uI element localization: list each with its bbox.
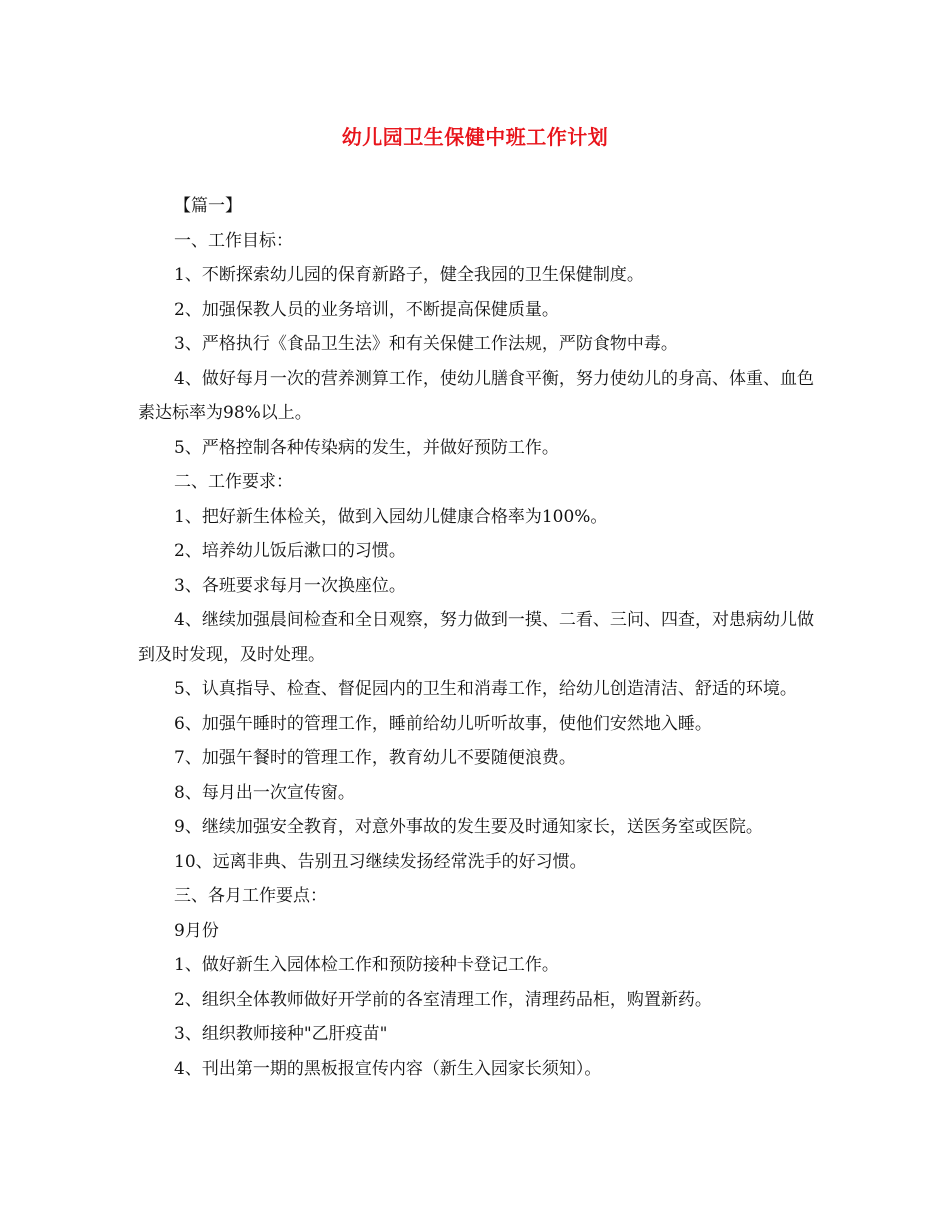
requirement-item: 8、每月出一次宣传窗。 <box>174 782 355 803</box>
goal-item: 4、做好每月一次的营养测算工作，使幼儿膳食平衡，努力使幼儿的身高、体重、血色素达标率为98%以上。 <box>138 368 814 423</box>
requirement-item: 4、继续加强晨间检查和全日观察，努力做到一摸、二看、三问、四查，对患病幼儿做到及时发现，及时处理。 <box>138 610 814 665</box>
document-body <box>138 189 814 1086</box>
requirement-item: 5、认真指导、检查、督促园内的卫生和消毒工作，给幼儿创造清洁、舒适的环境。 <box>174 679 797 699</box>
requirement-item: 9、继续加强安全教育，对意外事故的发生要及时通知家长，送医务室或医院。 <box>174 817 763 837</box>
requirement-item: 2、培养幼儿饭后漱口的习惯。 <box>174 541 406 561</box>
requirement-item: 10、远离非典、告别丑习继续发扬经常洗手的好习惯。 <box>174 851 587 872</box>
document-title: 幼儿园卫生保健中班工作计划 <box>341 125 609 149</box>
requirement-item: 1、把好新生体检关，做到入园幼儿健康合格率为100%。 <box>174 506 608 527</box>
goal-item: 2、加强保教人员的业务培训，不断提高保健质量。 <box>174 299 559 320</box>
monthly-item: 4、刊出第一期的黑板报宣传内容（新生入园家长须知）。 <box>174 1058 602 1079</box>
goal-item: 3、严格执行《食品卫生法》和有关保健工作法规，严防食物中毒。 <box>174 334 678 354</box>
heading-work-requirements: 二、工作要求： <box>174 472 293 492</box>
goal-item: 5、严格控制各种传染病的发生，并做好预防工作。 <box>174 437 559 458</box>
monthly-item: 1、做好新生入园体检工作和预防接种卡登记工作。 <box>174 955 559 975</box>
heading-work-goals: 一、工作目标： <box>174 230 293 251</box>
month-label: 9月份 <box>174 920 219 941</box>
goal-item: 1、不断探索幼儿园的保育新路子，健全我园的卫生保健制度。 <box>174 265 644 285</box>
requirement-item: 3、各班要求每月一次换座位。 <box>174 575 406 596</box>
heading-monthly-points: 三、各月工作要点： <box>174 886 327 906</box>
monthly-item: 2、组织全体教师做好开学前的各室清理工作，清理药品柜，购置新药。 <box>174 989 712 1010</box>
requirement-item: 6、加强午睡时的管理工作，睡前给幼儿听听故事，使他们安然地入睡。 <box>174 713 712 734</box>
requirement-item: 7、加强午餐时的管理工作，教育幼儿不要随便浪费。 <box>174 748 576 768</box>
paragraph-section-marker: 【篇一】 <box>174 196 242 216</box>
monthly-item: 3、组织教师接种"乙肝疫苗" <box>174 1024 388 1044</box>
